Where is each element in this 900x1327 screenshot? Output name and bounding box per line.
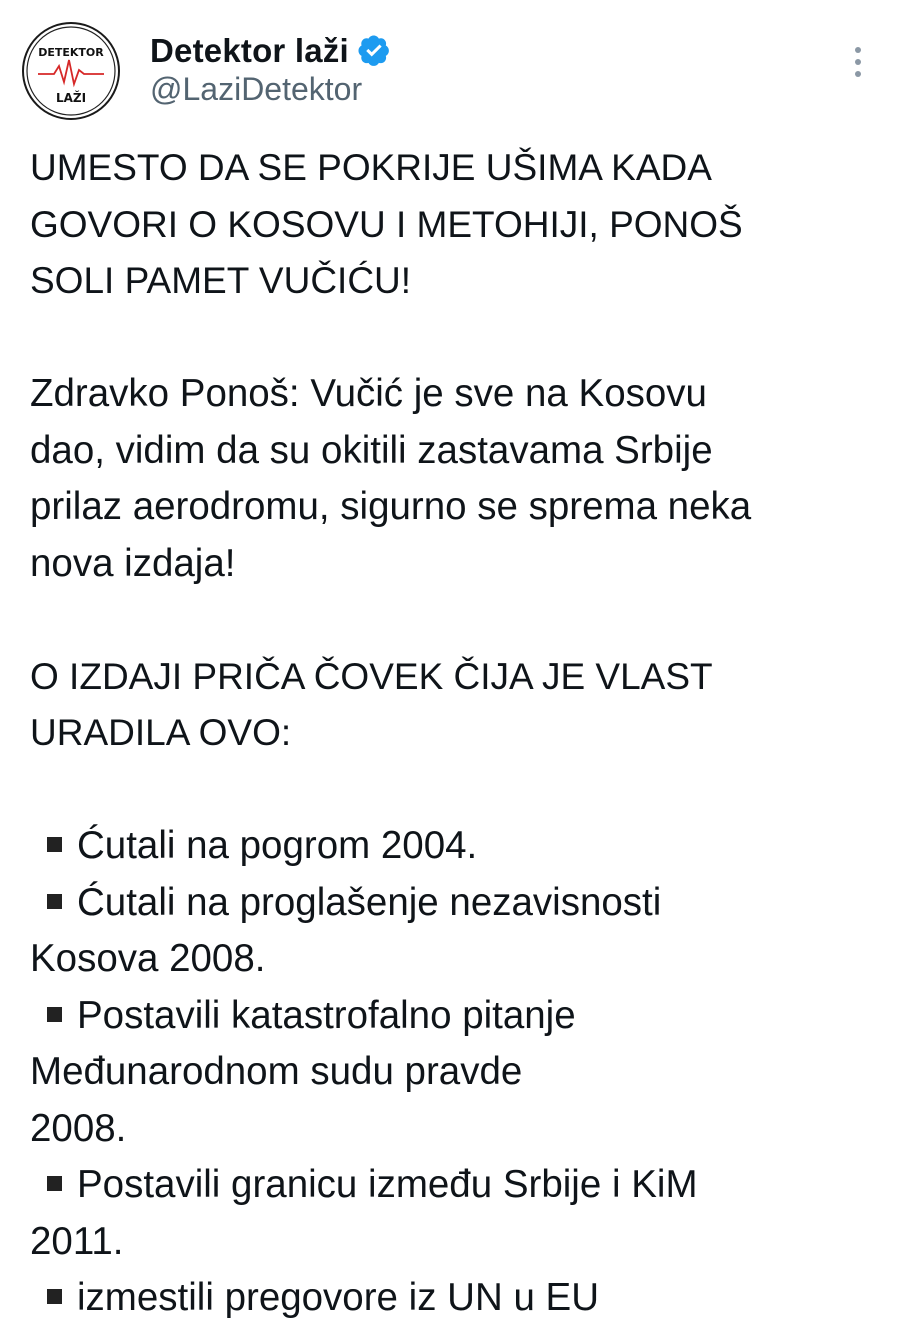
text-line xyxy=(30,931,880,988)
text-line xyxy=(30,140,880,197)
text-line xyxy=(30,1214,880,1271)
text-line xyxy=(30,253,880,310)
square-bullet-icon xyxy=(47,1289,62,1304)
line-text: O IZDAJI PRIČA ČOVEK ČIJA JE VLAST xyxy=(30,655,713,697)
line-text: Zdravko Ponoš: Vučić je sve na Kosovu xyxy=(30,372,707,415)
bullet-line xyxy=(30,1157,880,1214)
line-text: 2011. xyxy=(30,1219,124,1263)
line-text: Ćutali na proglašenje nezavisnosti xyxy=(77,880,662,924)
line-text: Međunarodnom sudu pravde xyxy=(30,1050,523,1093)
line-text: izmestili pregovore iz UN u EU xyxy=(77,1276,600,1319)
line-text: 2008. xyxy=(30,1106,127,1150)
line-text: SOLI PAMET VUČIĆU! xyxy=(30,260,412,301)
blank-line xyxy=(30,762,880,819)
line-text: Postavili katastrofalno pitanje xyxy=(77,993,576,1037)
avatar-text-bottom: LAŽI xyxy=(55,91,87,105)
bullet-line xyxy=(30,875,880,932)
detector-logo-icon xyxy=(24,24,118,118)
square-bullet-icon xyxy=(47,1007,62,1022)
line-text: dao, vidim da su okitili zastavama Srbije xyxy=(30,428,713,472)
text-line xyxy=(30,536,880,593)
text-line xyxy=(30,1044,880,1101)
line-text: URADILA OVO: xyxy=(30,712,292,753)
text-line xyxy=(30,423,880,480)
line-text: Kosova 2008. xyxy=(30,937,266,980)
line-text: nova izdaja! xyxy=(30,541,236,585)
tweet-text xyxy=(30,140,880,1327)
square-bullet-icon xyxy=(47,837,62,852)
text-line xyxy=(30,1101,880,1158)
tweet-header xyxy=(22,22,878,122)
square-bullet-icon xyxy=(47,894,62,909)
text-line xyxy=(30,649,880,706)
bullet-line xyxy=(30,988,880,1045)
text-line xyxy=(30,366,880,423)
display-name[interactable]: Detektor laži xyxy=(150,31,349,69)
line-text: GOVORI O KOSOVU I METOHIJI, PONOŠ xyxy=(30,203,743,245)
text-line xyxy=(30,479,880,536)
blank-line xyxy=(30,592,880,649)
line-text: Ćutali na pogrom 2004. xyxy=(77,824,478,867)
text-line xyxy=(30,705,880,762)
heartbeat-line-icon xyxy=(38,60,104,84)
verified-badge-icon xyxy=(357,33,391,67)
avatar-text-top: DETEKTOR xyxy=(38,46,104,59)
line-text: prilaz aerodromu, sigurno se sprema neka xyxy=(30,485,752,528)
bullet-line xyxy=(30,818,880,875)
handle[interactable]: @LaziDetektor xyxy=(150,71,363,107)
blank-line xyxy=(30,310,880,367)
line-text: Postavili granicu između Srbije i KiM xyxy=(77,1163,698,1206)
bullet-line xyxy=(30,1270,880,1327)
text-line xyxy=(30,197,880,254)
more-vertical-icon[interactable] xyxy=(848,44,868,84)
square-bullet-icon xyxy=(47,1176,62,1191)
author-name-row xyxy=(150,24,391,76)
line-text: UMESTO DA SE POKRIJE UŠIMA KADA xyxy=(30,147,712,188)
avatar[interactable] xyxy=(22,22,120,120)
